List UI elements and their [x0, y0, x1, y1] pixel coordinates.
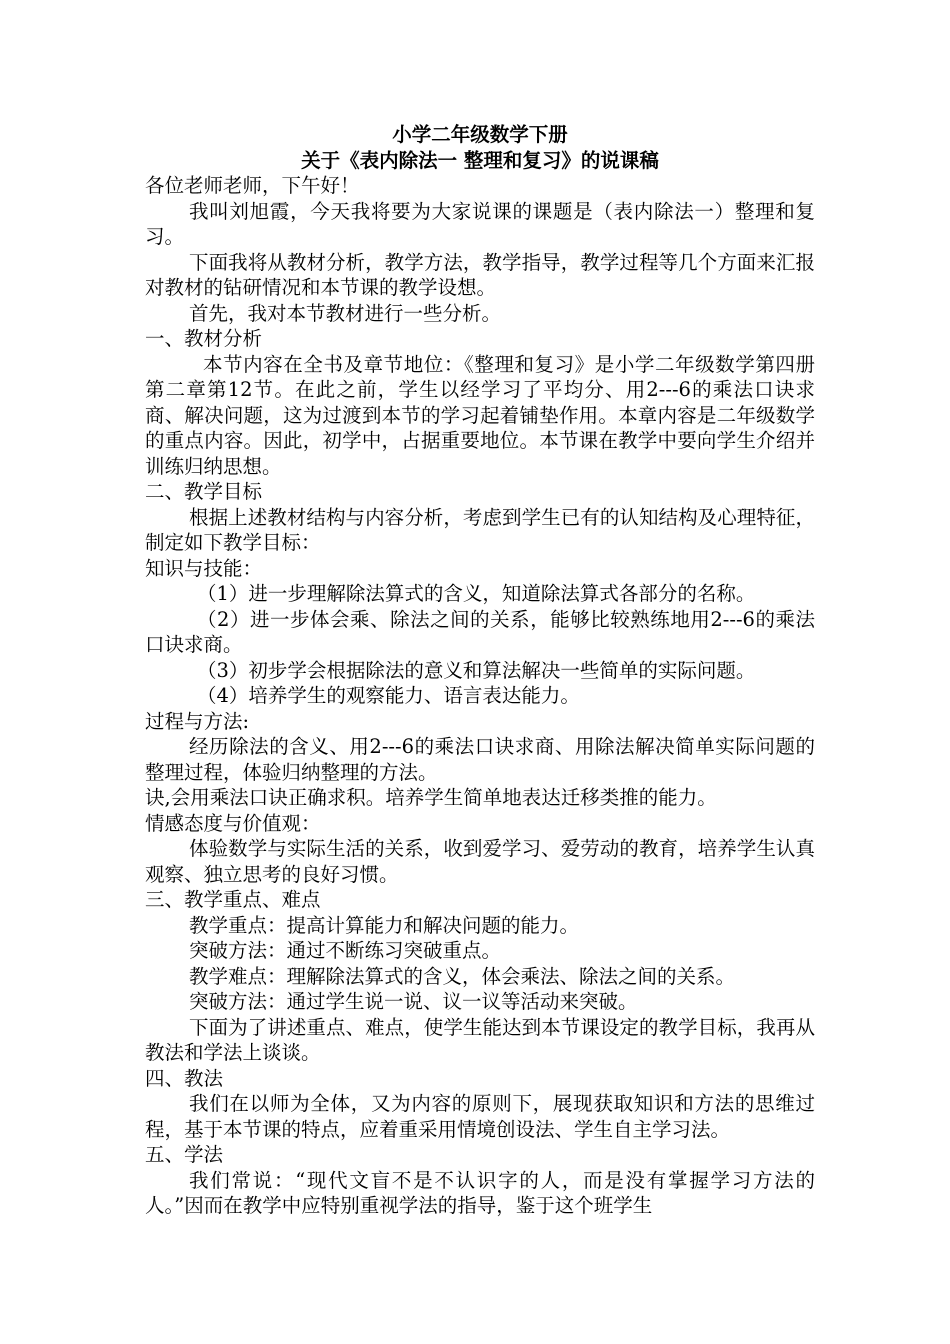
section-paragraph: 我们常说：“现代文盲不是不认识字的人，而是没有掌握学习方法的人。”因而在教学中应特别重视学法的指导，鉴于这个班学生: [145, 1168, 815, 1217]
section-heading: 二、教学目标: [145, 480, 263, 503]
section-paragraph: 下面为了讲述重点、难点，使学生能达到本节课设定的教学目标，我再从教法和学法上谈谈。: [145, 1015, 815, 1064]
goal-item: （4）培养学生的观察能力、语言表达能力。: [197, 684, 580, 707]
goal-item: （3）初步学会根据除法的意义和算法解决一些简单的实际问题。: [197, 658, 756, 682]
document-subtitle: 关于《表内除法一 整理和复习》的说课稿: [301, 148, 659, 172]
goal-item: （1）进一步理解除法算式的含义，知道除法算式各部分的名称。: [197, 582, 756, 605]
goal-item: （2）进一步体会乘、除法之间的关系，能够比较熟练地用2---6的乘法口诀求商。: [145, 607, 815, 656]
section-heading: 三、教学重点、难点: [145, 888, 321, 911]
key-point: 教学重点：提高计算能力和解决问题的能力。: [189, 913, 580, 937]
subsection-heading: 过程与方法:: [145, 709, 250, 733]
document-body: [145, 122, 815, 1219]
greeting: 各位老师老师，下午好！: [145, 174, 360, 197]
section-heading: 四、教法: [145, 1066, 224, 1090]
difficult-point: 教学难点：理解除法算式的含义，体会乘法、除法之间的关系。: [189, 964, 736, 988]
intro-paragraph: 首先，我对本节教材进行一些分析。: [189, 301, 502, 325]
section-paragraph: 我们在以师为全体，又为内容的原则下，展现获取知识和方法的思维过程，基于本节课的特点，应着重采用情境创设法、学生自主学习法。: [145, 1092, 815, 1141]
subsection-heading: 情感态度与价值观：: [145, 811, 321, 835]
intro-paragraph: 下面我将从教材分析，教学方法，教学指导，教学过程等几个方面来汇报对教材的钻研情况和本节课的教学设想。: [145, 250, 815, 299]
section-paragraph: 诀,会用乘法口诀正确求积。培养学生简单地表达迁移类推的能力。: [145, 786, 717, 809]
intro-paragraph: 我叫刘旭霞，今天我将要为大家说课的课题是（表内除法一）整理和复习。: [145, 199, 815, 248]
key-breakthrough: 突破方法：通过不断练习突破重点。: [189, 939, 502, 962]
subsection-heading: 知识与技能：: [145, 556, 263, 580]
section-paragraph: 根据上述教材结构与内容分析，考虑到学生已有的认知结构及心理特征，制定如下教学目标：: [145, 505, 815, 554]
difficult-breakthrough: 突破方法：通过学生说一说、议一议等活动来突破。: [189, 990, 638, 1013]
section-paragraph: 本节内容在全书及章节地位：《整理和复习》是小学二年级数学第四册第二章第12节。在此之前，学生以经学习了平均分、用2---6的乘法口诀求商、解决问题，这为过渡到本节的学习起着铺垫作用。本章内容是二年级数学的重点内容。因此，初学中，占据重要地位。本节课在教学中要向学生介绍并训练归纳思想。: [145, 352, 815, 478]
section-heading: 一、教材分析: [145, 327, 263, 350]
section-paragraph: 体验数学与实际生活的关系，收到爱学习、爱劳动的教育，培养学生认真观察、独立思考的良好习惯。: [145, 837, 815, 886]
section-paragraph: 经历除法的含义、用2---6的乘法口诀求商、用除法解决简单实际问题的整理过程，体验归纳整理的方法。: [145, 735, 815, 784]
section-heading: 五、学法: [145, 1143, 224, 1166]
document-title: 小学二年级数学下册: [392, 123, 568, 146]
